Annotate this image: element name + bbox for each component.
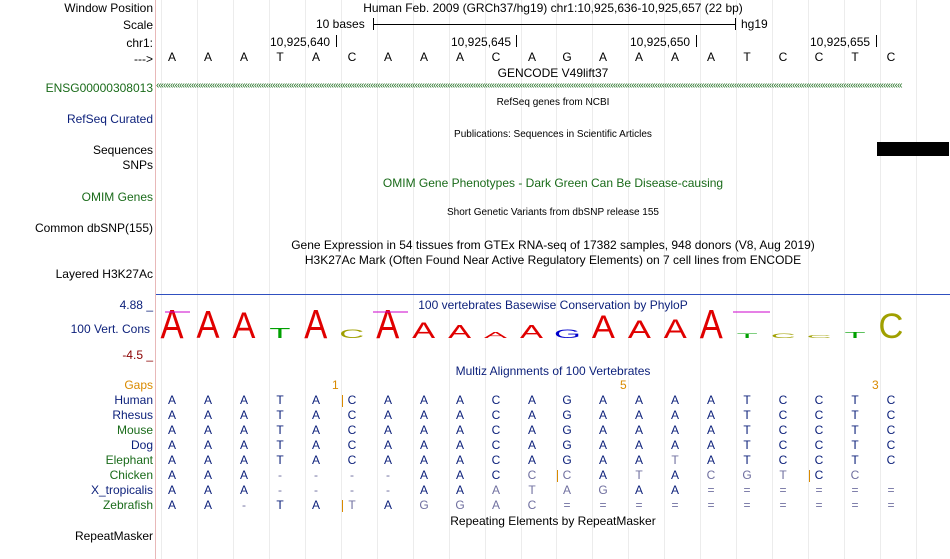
- alignment-base: C: [886, 393, 896, 407]
- alignment-base: T: [528, 483, 536, 497]
- alignment-base: =: [779, 483, 787, 497]
- scale-bases: 10 bases: [316, 17, 365, 31]
- alignment-base: A: [598, 423, 607, 437]
- alignment-base: =: [887, 483, 895, 497]
- alignment-base: C: [886, 408, 896, 422]
- alignment-base: C: [491, 438, 501, 452]
- alignment-base: C: [491, 393, 501, 407]
- alignment-base: T: [276, 393, 284, 407]
- dbsnp-track-title[interactable]: Short Genetic Variants from dbSNP release 155: [447, 207, 659, 218]
- h3k27ac-track-label[interactable]: Layered H3K27Ac: [55, 267, 153, 281]
- alignment-base: A: [527, 453, 536, 467]
- alignment-base: T: [851, 453, 859, 467]
- alignment-base: A: [167, 438, 176, 452]
- alignment-base: T: [851, 393, 859, 407]
- alignment-base: T: [851, 423, 859, 437]
- gencode-gene-label[interactable]: ENSG00000308013: [45, 81, 153, 95]
- alignment-base: C: [814, 423, 824, 437]
- alignment-base: C: [347, 393, 357, 407]
- insertion-marker: [342, 395, 343, 407]
- gap-mark-2: 5: [620, 378, 627, 392]
- phylop-logo-letter: A: [232, 308, 256, 344]
- base-letter: A: [383, 50, 392, 64]
- phylop-track-label[interactable]: 100 Vert. Cons: [70, 322, 150, 336]
- species-label-rhesus[interactable]: Rhesus: [112, 408, 153, 422]
- alignment-base: =: [851, 498, 859, 512]
- alignment-base: T: [276, 438, 284, 452]
- alignment-base: -: [350, 468, 354, 482]
- alignment-base: T: [671, 453, 679, 467]
- alignment-base: A: [598, 453, 607, 467]
- alignment-base: G: [562, 438, 572, 452]
- insertion-marker: [809, 470, 810, 482]
- alignment-base: G: [562, 423, 572, 437]
- alignment-base: A: [491, 483, 500, 497]
- phylop-logo-letter: C: [339, 327, 365, 341]
- alignment-base: C: [778, 423, 788, 437]
- alignment-base: C: [886, 438, 896, 452]
- phylop-logo-letter: A: [160, 308, 184, 344]
- species-label-chicken[interactable]: Chicken: [109, 468, 153, 482]
- base-letter: C: [347, 50, 357, 64]
- alignment-base: A: [527, 438, 536, 452]
- alignment-base: A: [167, 393, 176, 407]
- phylop-logo-letter: A: [591, 309, 615, 344]
- scale-bar-left-tick: [373, 18, 374, 30]
- phylop-logo-letter: T: [844, 330, 866, 340]
- alignment-base: -: [242, 498, 246, 512]
- base-letter: G: [562, 50, 572, 64]
- alignment-base: A: [527, 393, 536, 407]
- alignment-base: A: [455, 453, 464, 467]
- dbsnp-track-label[interactable]: Common dbSNP(155): [34, 221, 153, 235]
- base-letter: A: [598, 50, 607, 64]
- omim-track-label[interactable]: OMIM Genes: [81, 190, 153, 204]
- alignment-base: A: [706, 438, 715, 452]
- alignment-base: A: [455, 393, 464, 407]
- alignment-base: A: [706, 408, 715, 422]
- alignment-base: A: [203, 393, 212, 407]
- alignment-base: A: [455, 423, 464, 437]
- species-label-x_tropicalis[interactable]: X_tropicalis: [90, 483, 153, 497]
- alignment-base: C: [886, 423, 896, 437]
- alignment-base: C: [347, 453, 357, 467]
- alignment-base: A: [419, 453, 428, 467]
- alignment-base: G: [562, 393, 572, 407]
- alignment-base: C: [491, 453, 501, 467]
- phylop-logo-letter: T: [269, 324, 291, 342]
- base-letter: A: [634, 50, 643, 64]
- alignment-base: G: [562, 408, 572, 422]
- species-label-zebrafish[interactable]: Zebrafish: [102, 498, 153, 512]
- base-letter: A: [455, 50, 464, 64]
- alignment-base: A: [598, 393, 607, 407]
- alignment-base: -: [314, 483, 318, 497]
- repeatmasker-track-label[interactable]: RepeatMasker: [74, 529, 153, 543]
- alignment-base: C: [886, 453, 896, 467]
- alignment-base: A: [455, 483, 464, 497]
- alignment-base: A: [203, 468, 212, 482]
- species-label-human[interactable]: Human: [114, 393, 153, 407]
- alignment-base: A: [311, 408, 320, 422]
- alignment-base: T: [851, 438, 859, 452]
- alignment-base: C: [491, 423, 501, 437]
- alignment-base: A: [562, 483, 571, 497]
- alignment-base: =: [671, 498, 679, 512]
- repeatmasker-track-title[interactable]: Repeating Elements by RepeatMasker: [450, 514, 656, 528]
- alignment-base: C: [491, 408, 501, 422]
- alignment-base: C: [814, 453, 824, 467]
- base-letter: C: [491, 50, 501, 64]
- ruler-tick-4: [876, 35, 877, 47]
- base-letter: C: [778, 50, 788, 64]
- alignment-base: T: [276, 408, 284, 422]
- base-letter: A: [527, 50, 536, 64]
- ruler-pos-2: 10,925,645: [451, 35, 512, 49]
- phylop-logo-letter: A: [448, 321, 472, 342]
- alignment-base: C: [527, 468, 537, 482]
- alignment-base: C: [347, 423, 357, 437]
- alignment-base: C: [814, 408, 824, 422]
- phylop-logo-letter: C: [770, 332, 796, 340]
- alignment-base: A: [311, 423, 320, 437]
- h3k27ac-signal-line: [156, 294, 950, 295]
- ruler-tick-3: [696, 35, 697, 47]
- base-letter: A: [419, 50, 428, 64]
- phylop-sequence-logo[interactable]: [156, 308, 950, 344]
- phylop-logo-letter: C: [878, 308, 904, 344]
- alignment-base: A: [670, 408, 679, 422]
- alignment-base: A: [203, 498, 212, 512]
- alignment-base: T: [743, 393, 751, 407]
- publications-snps-label[interactable]: SNPs: [122, 158, 153, 172]
- alignment-base: A: [706, 453, 715, 467]
- alignment-base: T: [276, 423, 284, 437]
- gtex-track-title[interactable]: Gene Expression in 54 tissues from GTEx RNA-seq of 17382 samples, 948 donors (V8, Aug 2019): [291, 238, 815, 252]
- base-letter: T: [276, 50, 284, 64]
- alignment-base: A: [419, 468, 428, 482]
- alignment-base: T: [851, 408, 859, 422]
- phylop-logo-letter: A: [196, 308, 220, 344]
- alignment-base: =: [599, 498, 607, 512]
- alignment-base: G: [742, 468, 752, 482]
- species-label-dog[interactable]: Dog: [130, 438, 153, 452]
- alignment-base: T: [348, 498, 356, 512]
- base-letter: T: [851, 50, 859, 64]
- publications-track-title[interactable]: Publications: Sequences in Scientific Articles: [454, 129, 652, 140]
- alignment-base: A: [455, 408, 464, 422]
- multiz-track-title[interactable]: Multiz Alignments of 100 Vertebrates: [455, 364, 651, 378]
- alignment-base: -: [386, 483, 390, 497]
- alignment-base: T: [276, 498, 284, 512]
- alignment-base: =: [563, 498, 571, 512]
- alignment-base: A: [419, 423, 428, 437]
- alignment-base: T: [635, 468, 643, 482]
- phylop-logo-letter: A: [304, 308, 328, 344]
- alignment-base: A: [419, 438, 428, 452]
- alignment-base: A: [527, 408, 536, 422]
- alignment-base: A: [311, 498, 320, 512]
- alignment-base: C: [347, 438, 357, 452]
- alignment-base: T: [743, 408, 751, 422]
- publication-feature-block[interactable]: [877, 142, 949, 156]
- base-letter: A: [203, 50, 212, 64]
- alignment-base: C: [814, 468, 824, 482]
- omim-track-title[interactable]: OMIM Gene Phenotypes - Dark Green Can Be Disease-causing: [382, 176, 724, 190]
- alignment-base: C: [347, 408, 357, 422]
- alignment-base: C: [778, 453, 788, 467]
- alignment-base: A: [706, 393, 715, 407]
- ruler-chrom-label: chr1:: [126, 36, 153, 50]
- alignment-base: =: [779, 498, 787, 512]
- alignment-base: A: [383, 393, 392, 407]
- alignment-base: T: [743, 438, 751, 452]
- alignment-base: G: [455, 498, 465, 512]
- base-letter: C: [814, 50, 824, 64]
- alignment-base: A: [634, 423, 643, 437]
- alignment-base: A: [670, 423, 679, 437]
- refseq-track-title[interactable]: RefSeq genes from NCBI: [496, 97, 610, 108]
- alignment-base: A: [491, 498, 500, 512]
- alignment-base: C: [778, 438, 788, 452]
- scale-assembly: hg19: [741, 17, 768, 31]
- ruler-tick-2: [516, 35, 517, 47]
- alignment-base: A: [634, 393, 643, 407]
- ruler-arrow: --->: [134, 52, 153, 66]
- phylop-min-value: -4.5 _: [122, 348, 153, 362]
- alignment-base: A: [239, 408, 248, 422]
- base-letter: T: [743, 50, 751, 64]
- alignment-base: A: [167, 483, 176, 497]
- phylop-logo-letter: A: [627, 316, 651, 344]
- alignment-base: A: [239, 423, 248, 437]
- alignment-base: A: [383, 438, 392, 452]
- species-label-elephant[interactable]: Elephant: [105, 453, 153, 467]
- alignment-base: A: [670, 468, 679, 482]
- alignment-base: T: [743, 423, 751, 437]
- alignment-base: A: [383, 423, 392, 437]
- alignment-base: A: [167, 408, 176, 422]
- alignment-base: A: [311, 393, 320, 407]
- scale-bar: [373, 24, 735, 25]
- base-letter: A: [670, 50, 679, 64]
- alignment-base: -: [314, 468, 318, 482]
- alignment-base: A: [239, 393, 248, 407]
- alignment-base: A: [203, 483, 212, 497]
- refseq-track-label[interactable]: RefSeq Curated: [66, 112, 153, 126]
- alignment-base: C: [527, 498, 537, 512]
- alignment-base: A: [167, 453, 176, 467]
- alignment-base: =: [887, 498, 895, 512]
- alignment-base: C: [814, 438, 824, 452]
- phylop-logo-letter: A: [663, 313, 687, 344]
- alignment-base: =: [743, 498, 751, 512]
- alignment-base: G: [598, 483, 608, 497]
- alignment-base: A: [670, 438, 679, 452]
- alignment-base: -: [278, 483, 282, 497]
- alignment-base: C: [491, 468, 501, 482]
- ruler-pos-4: 10,925,655: [810, 35, 871, 49]
- alignment-base: A: [598, 438, 607, 452]
- ruler-tick-1: [336, 35, 337, 47]
- window-position-text: Human Feb. 2009 (GRCh37/hg19) chr1:10,925,636-10,925,657 (22 bp): [363, 1, 743, 15]
- phylop-logo-letter: T: [736, 332, 758, 340]
- alignment-base: A: [419, 393, 428, 407]
- ruler-pos-1: 10,925,640: [270, 35, 331, 49]
- alignment-base: A: [383, 408, 392, 422]
- alignment-base: C: [814, 393, 824, 407]
- species-label-mouse[interactable]: Mouse: [116, 423, 153, 437]
- alignment-base: A: [455, 468, 464, 482]
- alignment-base: =: [707, 498, 715, 512]
- window-position-label: Window Position: [64, 1, 153, 15]
- phylop-logo-letter: C: [806, 333, 832, 340]
- alignment-base: C: [706, 468, 716, 482]
- alignment-base: A: [383, 453, 392, 467]
- alignment-base: =: [707, 483, 715, 497]
- alignment-base: A: [167, 423, 176, 437]
- publications-sequences-label[interactable]: Sequences: [92, 143, 153, 157]
- alignment-base: A: [634, 438, 643, 452]
- alignment-base: A: [598, 408, 607, 422]
- gencode-track-title[interactable]: GENCODE V49lift37: [497, 66, 609, 80]
- ruler-pos-3: 10,925,650: [630, 35, 691, 49]
- alignment-base: A: [634, 453, 643, 467]
- phylop-logo-letter: G: [554, 327, 581, 341]
- phylop-logo-letter: A: [412, 318, 436, 344]
- alignment-base: A: [634, 408, 643, 422]
- scale-label: Scale: [122, 18, 153, 32]
- scale-bar-right-tick: [735, 18, 736, 30]
- phylop-logo-letter: A: [699, 308, 723, 344]
- alignment-base: -: [350, 483, 354, 497]
- alignment-base: C: [850, 468, 860, 482]
- alignment-base: A: [239, 453, 248, 467]
- phylop-max-value: 4.88 _: [119, 298, 153, 312]
- alignment-base: A: [311, 438, 320, 452]
- alignment-base: A: [455, 438, 464, 452]
- alignment-base: A: [203, 408, 212, 422]
- alignment-base: -: [278, 468, 282, 482]
- phylop-logo-letter: A: [519, 321, 544, 342]
- alignment-base: C: [562, 468, 572, 482]
- alignment-base: -: [386, 468, 390, 482]
- insertion-marker: [557, 470, 558, 482]
- alignment-base: A: [634, 483, 643, 497]
- alignment-base: A: [670, 483, 679, 497]
- alignment-base: A: [527, 423, 536, 437]
- base-letter: C: [886, 50, 896, 64]
- alignment-base: A: [203, 453, 212, 467]
- alignment-base: A: [383, 498, 392, 512]
- alignment-base: C: [778, 408, 788, 422]
- h3k27ac-track-title[interactable]: H3K27Ac Mark (Often Found Near Active Regulatory Elements) on 7 cell lines from ENCODE: [304, 253, 802, 267]
- insertion-marker: [342, 500, 343, 512]
- alignment-base: C: [778, 393, 788, 407]
- base-letter: A: [311, 50, 320, 64]
- gencode-gene-feature[interactable]: ‹‹‹‹‹‹‹‹‹‹‹‹‹‹‹‹‹‹‹‹‹‹‹‹‹‹‹‹‹‹‹‹‹‹‹‹‹‹‹‹‹‹‹‹‹‹‹‹‹‹‹‹‹‹‹‹‹‹‹‹‹‹‹‹‹‹‹‹‹‹‹‹‹‹‹‹‹‹‹‹‹‹‹‹‹‹‹‹‹‹‹‹‹‹‹‹‹‹‹‹‹‹‹‹‹‹‹‹‹‹‹‹‹‹‹‹‹‹‹‹‹‹‹‹‹‹‹‹‹‹‹‹‹‹‹‹‹‹‹‹‹‹‹‹‹‹‹‹‹‹‹‹‹‹‹‹‹‹‹‹‹‹‹‹‹‹‹‹‹‹‹‹‹‹‹‹‹‹‹‹‹‹‹‹‹‹‹‹‹‹‹‹‹‹‹‹‹‹‹‹‹‹‹‹‹‹‹‹‹‹‹‹‹‹‹‹‹‹‹‹‹‹‹‹‹‹‹‹‹‹‹‹‹‹‹‹‹‹‹‹‹‹‹‹‹‹‹‹‹‹‹‹‹‹‹‹‹‹‹‹‹‹‹‹‹‹‹‹‹‹‹‹‹‹‹‹‹‹‹‹‹‹‹‹‹‹‹‹‹‹‹‹‹‹‹‹‹‹‹‹‹‹‹‹‹‹‹‹‹‹‹‹‹‹‹‹‹‹‹‹: [156, 80, 902, 91]
- alignment-base: T: [276, 453, 284, 467]
- alignment-base: A: [598, 468, 607, 482]
- alignment-base: A: [239, 438, 248, 452]
- alignment-base: A: [203, 438, 212, 452]
- alignment-base: A: [239, 483, 248, 497]
- phylop-track-title[interactable]: 100 vertebrates Basewise Conservation by PhyloP: [418, 298, 688, 312]
- alignment-base: G: [562, 453, 572, 467]
- alignment-base: =: [635, 498, 643, 512]
- alignment-base: A: [419, 408, 428, 422]
- alignment-base: A: [419, 483, 428, 497]
- alignment-base: A: [239, 468, 248, 482]
- gaps-label: Gaps: [124, 378, 153, 392]
- alignment-base: =: [743, 483, 751, 497]
- base-letter: A: [706, 50, 715, 64]
- base-letter: A: [167, 50, 176, 64]
- alignment-base: =: [851, 483, 859, 497]
- base-letter: A: [239, 50, 248, 64]
- phylop-logo-letter: A: [376, 308, 400, 344]
- alignment-base: A: [670, 393, 679, 407]
- alignment-base: A: [311, 453, 320, 467]
- alignment-base: A: [203, 423, 212, 437]
- alignment-base: =: [815, 483, 823, 497]
- phylop-logo-letter: A: [484, 330, 508, 340]
- alignment-base: A: [706, 423, 715, 437]
- alignment-base: A: [167, 498, 176, 512]
- gap-mark-1: 1: [332, 378, 339, 392]
- alignment-base: G: [419, 498, 429, 512]
- alignment-base: =: [815, 498, 823, 512]
- alignment-base: T: [779, 468, 787, 482]
- gap-mark-3: 3: [872, 378, 879, 392]
- alignment-base: T: [743, 453, 751, 467]
- alignment-base: A: [167, 468, 176, 482]
